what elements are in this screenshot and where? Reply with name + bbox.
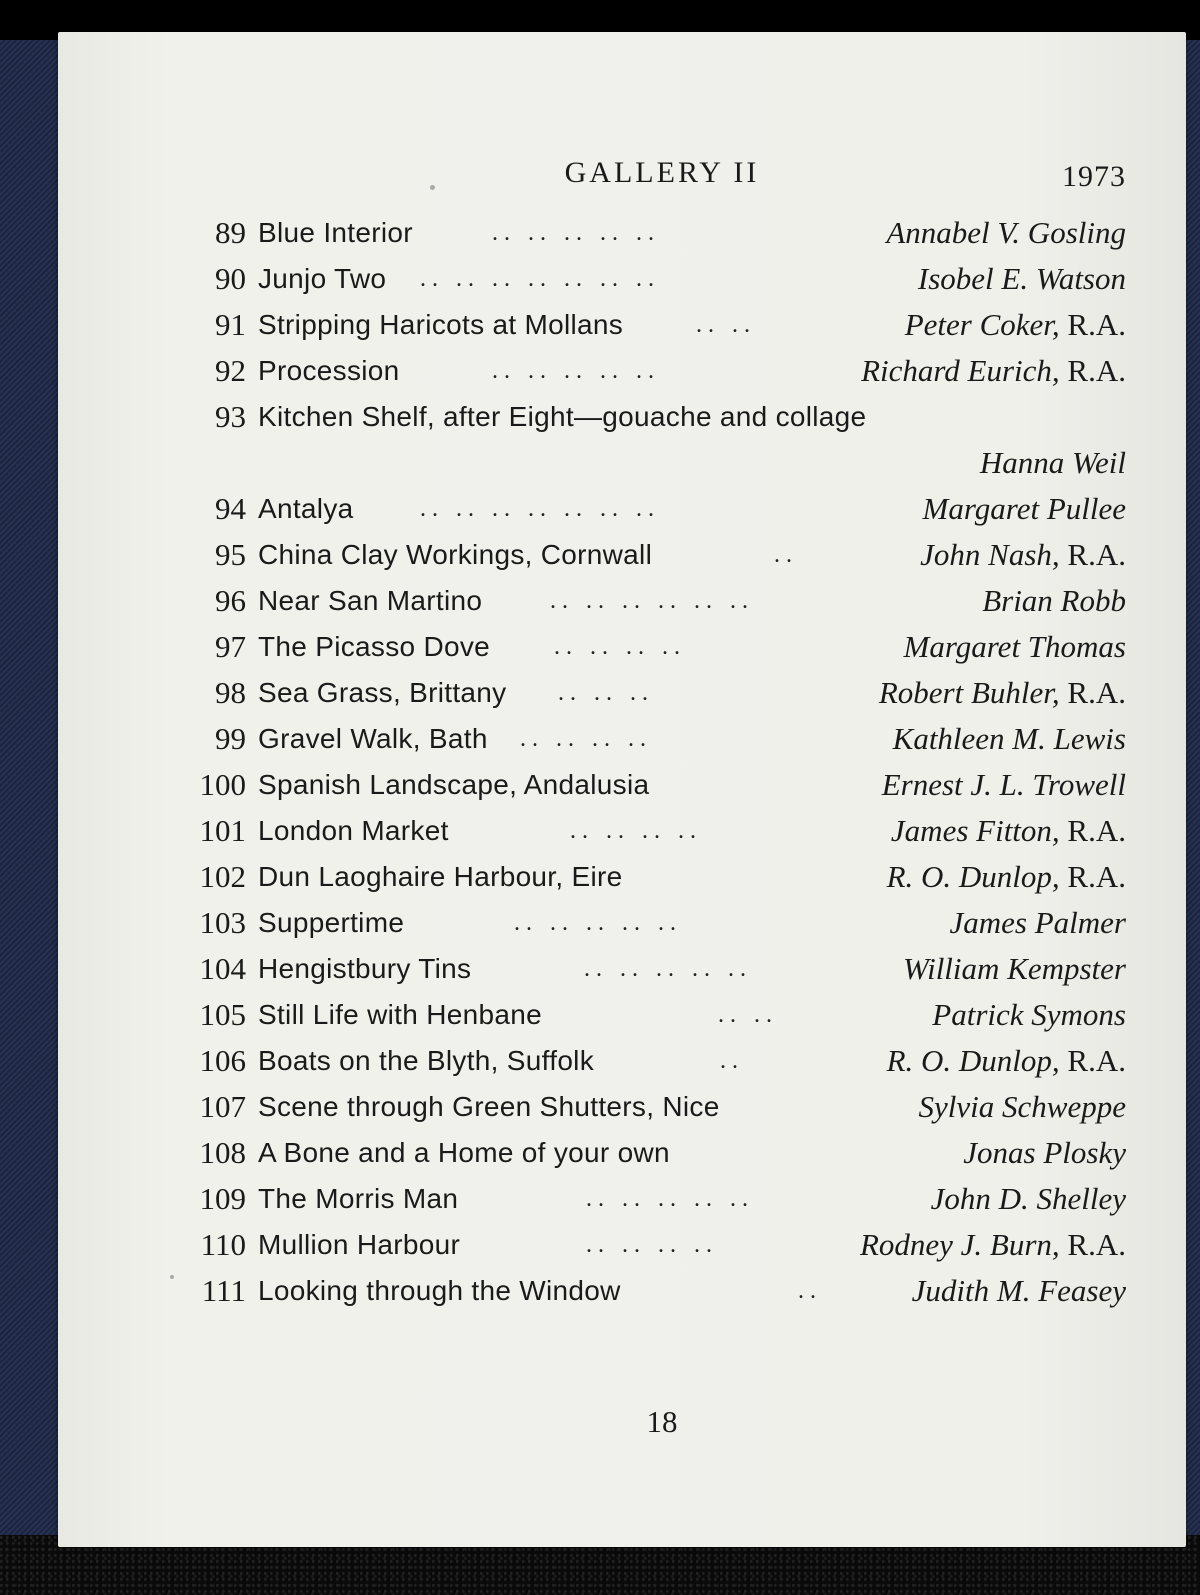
catalogue-entry xyxy=(198,578,1126,624)
artist-name: John Nash, xyxy=(920,537,1060,572)
entry-artist xyxy=(860,1222,1126,1268)
leader-dots: .. .. .. .. xyxy=(570,818,702,844)
entry-artist xyxy=(905,302,1126,348)
leader-dots: .. .. .. .. xyxy=(554,634,686,660)
entry-number: 90 xyxy=(215,261,246,296)
entry-number: 96 xyxy=(215,583,246,618)
leader-dots: .. .. .. .. .. xyxy=(492,220,660,246)
entry-number: 89 xyxy=(215,215,246,250)
entry-number: 98 xyxy=(215,675,246,710)
entry-title: Near San Martino xyxy=(258,585,483,616)
catalogue-entry xyxy=(198,716,1126,762)
exhibition-year: 1973 xyxy=(1062,160,1126,193)
artist-suffix: R.A. xyxy=(1067,353,1126,388)
artist-suffix: R.A. xyxy=(1067,813,1126,848)
artist-name: Patrick Symons xyxy=(932,997,1126,1032)
entry-title: London Market xyxy=(258,815,449,846)
leader-dots: .. .. .. .. .. xyxy=(584,956,752,982)
entry-number: 107 xyxy=(199,1089,246,1124)
catalogue-entry xyxy=(198,670,1126,716)
entry-number: 109 xyxy=(199,1181,246,1216)
catalogue-entry xyxy=(198,532,1126,578)
entry-number: 95 xyxy=(215,537,246,572)
entry-title: Suppertime xyxy=(258,907,405,938)
entry-artist xyxy=(931,1176,1126,1222)
entry-title: The Morris Man xyxy=(258,1183,459,1214)
catalogue-page xyxy=(58,32,1186,1547)
entry-number: 103 xyxy=(199,905,246,940)
leader-dots: .. .. xyxy=(696,312,756,338)
entry-number: 92 xyxy=(215,353,246,388)
entry-title: Hengistbury Tins xyxy=(258,953,472,984)
entry-artist xyxy=(950,900,1126,946)
artist-suffix: R.A. xyxy=(1067,859,1126,894)
entry-number: 108 xyxy=(199,1135,246,1170)
leader-dots: .. xyxy=(720,1048,744,1074)
page-number: 18 xyxy=(646,1404,678,1439)
artist-name: Margaret Pullee xyxy=(922,491,1126,526)
entry-title: Dun Laoghaire Harbour, Eire xyxy=(258,861,623,892)
leader-dots: .. .. .. .. .. .. xyxy=(550,588,754,614)
entry-artist xyxy=(887,854,1126,900)
artist-name: R. O. Dunlop, xyxy=(886,1043,1060,1078)
artist-suffix: R.A. xyxy=(1067,1043,1126,1078)
catalogue-entry xyxy=(198,900,1126,946)
artist-name: Ernest J. L. Trowell xyxy=(881,767,1126,802)
entry-number: 91 xyxy=(215,307,246,342)
leader-dots: .. .. .. .. xyxy=(586,1232,718,1258)
leader-dots: .. xyxy=(774,542,798,568)
catalogue-entry xyxy=(198,762,1126,808)
entry-title: Mullion Harbour xyxy=(258,1229,461,1260)
leader-dots: .. .. .. .. .. .. .. xyxy=(420,496,660,522)
artist-suffix: R.A. xyxy=(1067,537,1126,572)
artist-name: Richard Eurich, xyxy=(861,353,1060,388)
artist-name: James Palmer xyxy=(949,905,1126,940)
leader-dots: .. .. .. xyxy=(558,680,654,706)
entry-title: Sea Grass, Brittany xyxy=(258,677,507,708)
entry-title: Kitchen Shelf, after Eight—gouache and collage xyxy=(258,401,867,432)
entry-title: Scene through Green Shutters, Nice xyxy=(258,1091,720,1122)
entry-artist xyxy=(879,670,1126,716)
artist-name: Sylvia Schweppe xyxy=(918,1089,1126,1124)
entry-title: Antalya xyxy=(258,493,354,524)
catalogue-entry xyxy=(198,1176,1126,1222)
leader-dots: .. .. .. .. .. .. .. xyxy=(420,266,660,292)
leader-dots: .. .. .. .. .. xyxy=(514,910,682,936)
catalogue-entry xyxy=(198,394,1126,440)
entry-title: Looking through the Window xyxy=(258,1275,621,1306)
catalogue-entry xyxy=(198,348,1126,394)
entry-artist xyxy=(887,1038,1126,1084)
entry-artist xyxy=(861,348,1126,394)
artist-name: Brian Robb xyxy=(982,583,1126,618)
entry-artist xyxy=(919,1084,1126,1130)
entry-title: The Picasso Dove xyxy=(258,631,491,662)
artist-name: Isobel E. Watson xyxy=(917,261,1126,296)
artist-name: Jonas Plosky xyxy=(963,1135,1126,1170)
entry-artist xyxy=(918,256,1126,302)
entry-title: Junjo Two xyxy=(258,263,387,294)
entry-artist xyxy=(903,946,1126,992)
catalogue-entry xyxy=(198,486,1126,532)
entry-artist xyxy=(904,624,1126,670)
running-header xyxy=(198,152,1126,198)
artist-suffix: R.A. xyxy=(1067,307,1126,342)
artist-name: Margaret Thomas xyxy=(903,629,1126,664)
entry-number: 102 xyxy=(199,859,246,894)
entry-number: 99 xyxy=(215,721,246,756)
entry-artist xyxy=(891,808,1126,854)
gallery-title: GALLERY II xyxy=(564,156,760,189)
catalogue-entry xyxy=(198,808,1126,854)
artist-suffix: R.A. xyxy=(1067,675,1126,710)
entry-title: Still Life with Henbane xyxy=(258,999,542,1030)
artist-name: Kathleen M. Lewis xyxy=(892,721,1126,756)
leader-dots: .. xyxy=(798,1278,822,1304)
catalogue-entries xyxy=(198,210,1126,1314)
catalogue-entry xyxy=(198,302,1126,348)
catalogue-entry xyxy=(198,1222,1126,1268)
catalogue-entry xyxy=(198,256,1126,302)
leader-dots: .. .. .. .. xyxy=(520,726,652,752)
entry-title: Stripping Haricots at Mollans xyxy=(258,309,624,340)
paper-speck xyxy=(170,1275,174,1279)
entry-artist xyxy=(982,578,1126,624)
artist-name: James Fitton, xyxy=(890,813,1060,848)
leader-dots: .. .. .. .. .. xyxy=(492,358,660,384)
artist-name: Peter Coker, xyxy=(904,307,1060,342)
entry-title: China Clay Workings, Cornwall xyxy=(258,539,653,570)
artist-name: Robert Buhler, xyxy=(878,675,1060,710)
entry-artist xyxy=(932,992,1126,1038)
entry-number: 110 xyxy=(200,1227,246,1262)
entry-artist xyxy=(893,716,1126,762)
catalogue-entry xyxy=(198,1084,1126,1130)
entry-number: 94 xyxy=(215,491,246,526)
leader-dots: .. .. .. .. .. xyxy=(586,1186,754,1212)
entry-number: 104 xyxy=(199,951,246,986)
entry-number: 106 xyxy=(199,1043,246,1078)
artist-name: Judith M. Feasey xyxy=(911,1273,1126,1308)
catalogue-entry xyxy=(198,210,1126,256)
entry-artist xyxy=(923,486,1126,532)
page-content xyxy=(198,152,1126,1439)
entry-number: 101 xyxy=(199,813,246,848)
entry-title: Procession xyxy=(258,355,400,386)
entry-artist xyxy=(886,210,1126,256)
catalogue-entry xyxy=(198,992,1126,1038)
entry-number: 105 xyxy=(199,997,246,1032)
entry-number: 97 xyxy=(215,629,246,664)
catalogue-entry xyxy=(198,1038,1126,1084)
catalogue-entry xyxy=(198,854,1126,900)
leader-dots: .. .. xyxy=(718,1002,778,1028)
artist-name: R. O. Dunlop, xyxy=(886,859,1060,894)
artist-name: William Kempster xyxy=(902,951,1126,986)
entry-number: 93 xyxy=(215,399,246,434)
entry-title: Spanish Landscape, Andalusia xyxy=(258,769,650,800)
catalogue-entry xyxy=(198,624,1126,670)
catalogue-entry xyxy=(198,1268,1126,1314)
artist-name: Rodney J. Burn, xyxy=(859,1227,1060,1262)
entry-title: Blue Interior xyxy=(258,217,413,248)
entry-title: Gravel Walk, Bath xyxy=(258,723,488,754)
artist-suffix: R.A. xyxy=(1067,1227,1126,1262)
entry-number: 100 xyxy=(199,767,246,802)
entry-artist xyxy=(882,762,1126,808)
entry-artist xyxy=(963,1130,1126,1176)
entry-number: 111 xyxy=(201,1273,246,1308)
entry-title: A Bone and a Home of your own xyxy=(258,1137,670,1168)
entry-artist xyxy=(912,1268,1126,1314)
entry-93-artist: Hanna Weil xyxy=(979,445,1126,480)
catalogue-entry xyxy=(198,1130,1126,1176)
artist-name: Annabel V. Gosling xyxy=(886,215,1126,250)
entry-title: Boats on the Blyth, Suffolk xyxy=(258,1045,595,1076)
entry-artist xyxy=(920,532,1126,578)
catalogue-entry xyxy=(198,946,1126,992)
artist-name: John D. Shelley xyxy=(930,1181,1126,1216)
